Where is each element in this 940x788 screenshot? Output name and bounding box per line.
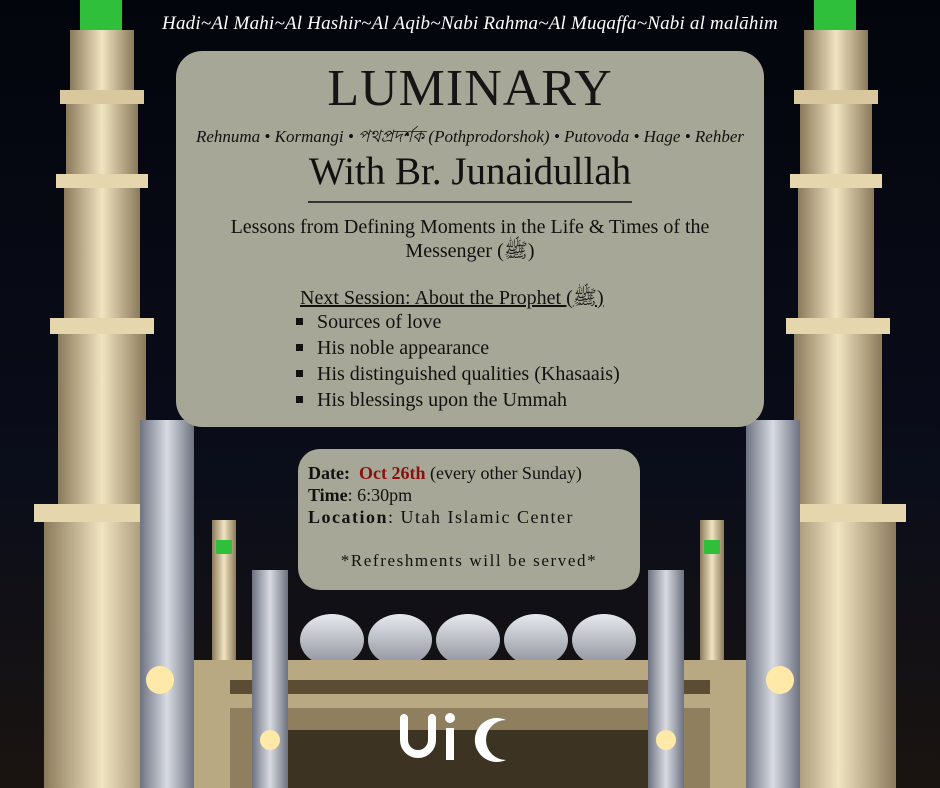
topic-label: Sources of love <box>317 311 442 333</box>
domes <box>300 614 636 666</box>
time-label: Time <box>308 485 348 505</box>
date-value: Oct 26th <box>358 463 426 483</box>
topic-list <box>296 309 620 413</box>
uic-crescent-logo-icon <box>398 710 518 770</box>
topic-item <box>296 361 620 387</box>
next-session-heading: Next Session: About the Prophet (ﷺ) <box>300 287 604 309</box>
bullet-square-icon <box>296 318 303 325</box>
series-subtitle: Lessons from Defining Moments in the Life & Times of the Messenger (ﷺ) <box>230 216 710 262</box>
date-note: (every other Sunday) <box>429 463 582 483</box>
topic-label: His noble appearance <box>317 337 490 359</box>
time-row <box>308 484 640 506</box>
title-divider <box>308 201 632 203</box>
topic-item <box>296 387 620 413</box>
title-translations: Rehnuma • Kormangi • পথপ্রদর্শক (Pothprodorshok) • Putovoda • Hage • Rehber <box>195 127 745 146</box>
topic-item <box>296 309 620 335</box>
event-details-card <box>298 449 640 590</box>
topic-label: His distinguished qualities (Khasaais) <box>317 363 620 385</box>
date-label: Date: <box>308 463 350 483</box>
main-info-card <box>176 51 764 427</box>
refreshments-note: *Refreshments will be served* <box>340 551 598 570</box>
bullet-square-icon <box>296 344 303 351</box>
location-row <box>308 506 640 528</box>
topic-label: His blessings upon the Ummah <box>317 389 567 411</box>
topic-item <box>296 335 620 361</box>
bullet-square-icon <box>296 396 303 403</box>
time-value: : 6:30pm <box>347 485 413 505</box>
date-row <box>308 462 640 484</box>
prophet-names-banner: Hadi~Al Mahi~Al Hashir~Al Aqib~Nabi Rahma~Al Muqaffa~Nabi al malāhim <box>162 13 778 34</box>
location-label: Location <box>308 507 389 527</box>
event-title: LUMINARY <box>327 60 613 117</box>
bullet-square-icon <box>296 370 303 377</box>
location-value: : Utah Islamic Center <box>388 507 574 527</box>
presenter-line: With Br. Junaidullah <box>308 150 632 193</box>
